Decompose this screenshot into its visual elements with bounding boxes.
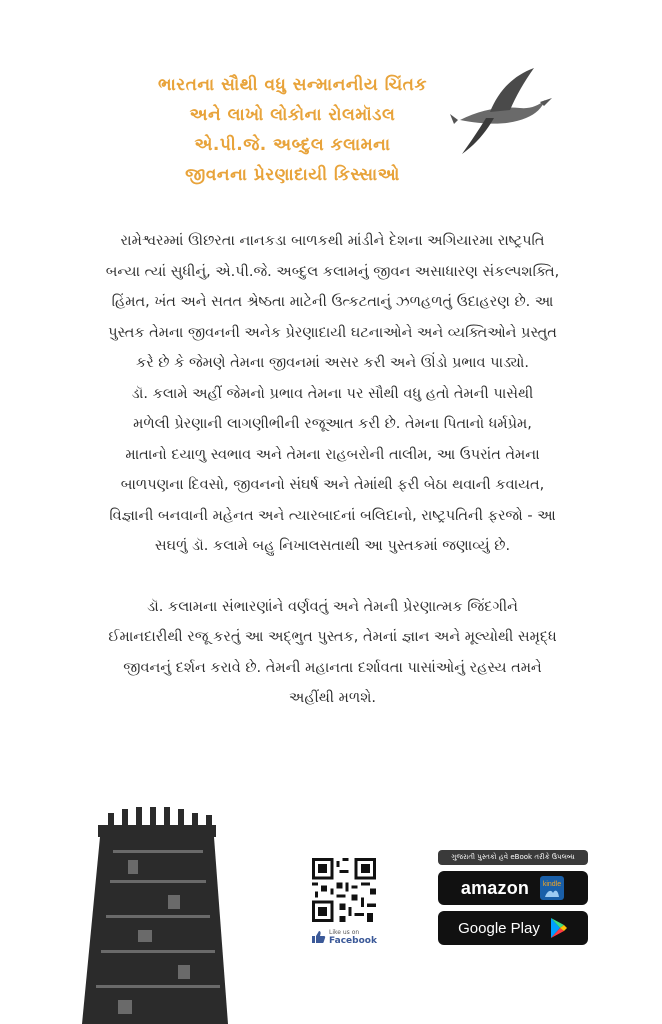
description-paragraph-1 bbox=[60, 226, 605, 562]
amazon-kindle-button[interactable] bbox=[438, 871, 588, 905]
description-line: હિંમત, ખંત અને સતત શ્રેષ્ઠતા માટેની ઉત્કટતાનું ઝળહળતું ઉદાહરણ છે. આ bbox=[111, 294, 554, 310]
bird-illustration bbox=[450, 62, 560, 162]
tagline-line: ભારતના સૌથી વધુ સન્માનનીય ચિંતક bbox=[158, 75, 427, 95]
qr-block bbox=[312, 858, 378, 946]
google-play-icon bbox=[550, 917, 568, 939]
description-line: ડૉ. કલામે અહીં જેમનો પ્રભાવ તેમના પર સૌથી વધુ હતો તેમની પાસેથી bbox=[131, 385, 534, 402]
google-play-button[interactable] bbox=[438, 911, 588, 945]
description-line: પુસ્તક તેમના જીવનની અનેક પ્રેરણાદાયી ઘટનાઓને અને વ્યક્તિઓને પ્રસ્તુત bbox=[108, 324, 557, 341]
qr-code[interactable] bbox=[312, 858, 376, 922]
description-paragraph-2 bbox=[60, 592, 605, 714]
description bbox=[60, 226, 605, 714]
temple-illustration bbox=[68, 805, 238, 1024]
ebook-caption: ગુજરાતી પુસ્તકો હવે eBook તરીકે ઉપલબ્ધ bbox=[438, 850, 588, 865]
tagline-line: અને લાખો લોકોના રોલમૉડલ bbox=[189, 105, 396, 125]
description-line: માતાનો દયાળુ સ્વભાવ અને તેમના રાહબરોની તાલીમ, આ ઉપરાંત તેમના bbox=[125, 446, 540, 463]
store-badges bbox=[438, 850, 588, 951]
description-line: સઘળું ડૉ. કલામે બહુ નિખાલસતાથી આ પુસ્તકમાં જણાવ્યું છે. bbox=[154, 538, 511, 554]
description-line: વિજ્ઞાની બનવાની મહેનત અને ત્યારબાદનાં બલિદાનો, રાષ્ટ્રપતિની ફરજો - આ bbox=[109, 507, 556, 524]
tagline-line: એ.પી.જે. અબ્દુલ કલામના bbox=[194, 135, 391, 155]
description-line: બન્યા ત્યાં સુધીનું, એ.પી.જે. અબ્દુલ કલામનું જીવન અસાધારણ સંકલ્પશક્તિ, bbox=[105, 263, 560, 280]
facebook-thumb-icon bbox=[312, 930, 326, 944]
description-line: રામેશ્વરમ્માં ઊછરતા નાનકડા બાળકથી માંડીને દેશના અગિયારમા રાષ્ટ્રપતિ bbox=[120, 233, 545, 249]
description-line: કરે છે કે જેમણે તેમના જીવનમાં અસર કરી અને ઊંડો પ્રભાવ પાડ્યો. bbox=[135, 355, 530, 371]
tagline bbox=[120, 70, 465, 190]
description-line: મળેલી પ્રેરણાની લાગણીભીની રજૂઆત કરી છે. તેમના પિતાનો ધર્મપ્રેમ, bbox=[133, 416, 532, 432]
google-play-label: Google Play bbox=[458, 919, 540, 937]
description-line: ઈમાનદારીથી રજૂ કરતું આ અદ્ભુત પુસ્તક, તેમનાં જ્ઞાન અને મૂલ્યોથી સમૃદ્ધ bbox=[108, 629, 557, 645]
description-line: જીવનનું દર્શન કરાવે છે. તેમની મહાનતા દર્શાવતા પાસાંઓનું રહસ્ય તમને bbox=[123, 659, 542, 676]
kindle-icon bbox=[539, 875, 565, 901]
facebook-link[interactable] bbox=[312, 928, 378, 946]
kindle-label: kindle bbox=[542, 881, 562, 888]
facebook-label: Facebook bbox=[329, 936, 377, 946]
description-line: બાળપણના દિવસો, જીવનનો સંઘર્ષ અને તેમાંથી ફરી બેઠા થવાની કવાયત, bbox=[120, 477, 545, 493]
description-line: અહીંથી મળશે. bbox=[289, 690, 376, 706]
description-line: ડૉ. કલામના સંભારણાંને વર્ણવતું અને તેમની પ્રેરણાત્મક જિંદગીને bbox=[147, 598, 518, 615]
like-us-text: Like us on bbox=[329, 929, 360, 936]
tagline-line: જીવનના પ્રેરણાદાયી કિસ્સાઓ bbox=[185, 165, 400, 185]
amazon-label: amazon bbox=[460, 877, 530, 898]
